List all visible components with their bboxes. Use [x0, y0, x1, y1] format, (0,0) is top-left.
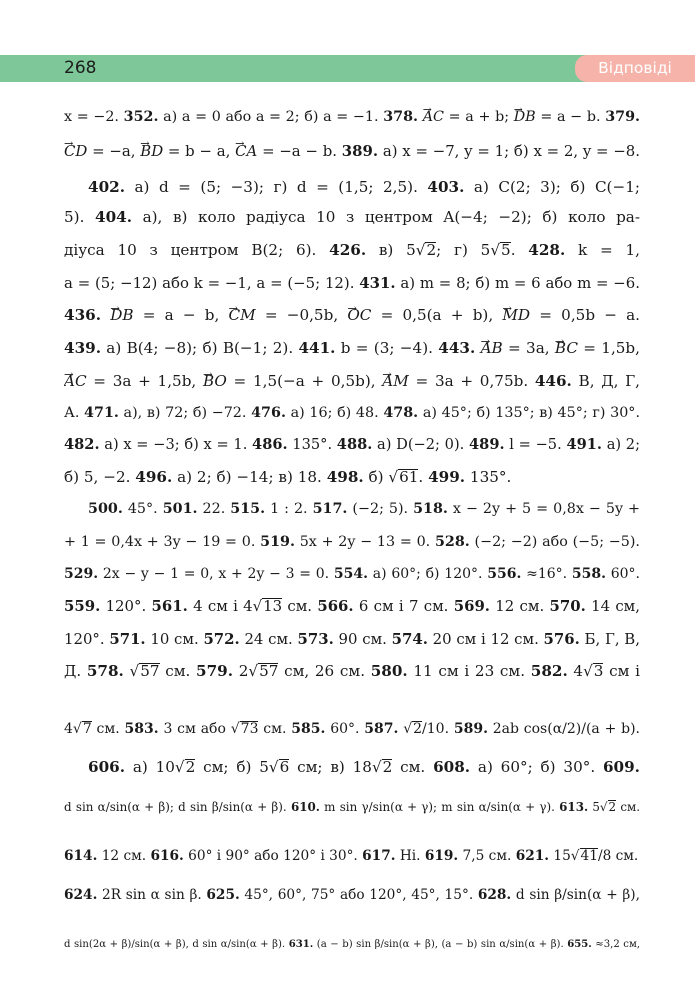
answer-text: Д. 578. √57 см. 579. 2√57 см, 26 см. 580. 11 см і 23 см. 582. 4√3 см і: [64, 662, 640, 680]
answer-text: + 1 = 0,4x + 3y − 19 = 0. 519. 5x + 2y − 13 = 0. 528. (−2; −2) або (−5; −5).: [64, 534, 640, 550]
answer-line: [64, 239, 640, 261]
answer-line: [64, 206, 640, 228]
answer-line: [64, 660, 640, 682]
answer-text: → AC = 3a + 1,5b, → BO = 1,5(−a + 0,5b), → AM = 3a + 0,75b. 446. В, Д, Г,: [64, 370, 640, 392]
answer-text: a = (5; −12) або k = −1, a = (−5; 12). 431. а) m = 8; б) m = 6 або m = −6.: [64, 274, 640, 292]
answer-text: 606. а) 10√2 см; б) 5√6 см; в) 18√2 см. 608. а) 60°; б) 30°. 609.: [88, 758, 640, 776]
section-tab: Відповіді: [575, 55, 695, 82]
answer-text: б) 5, −2. 496. а) 2; б) −14; в) 18. 498. б) √61. 499. 135°.: [64, 468, 512, 486]
answer-text: → CD = −a, → BD = b − a, → CA = −a − b. 389. а) x = −7, y = 1; б) x = 2, y = −8.: [64, 140, 640, 162]
answer-text: 120°. 571. 10 см. 572. 24 см. 573. 90 см. 574. 20 см і 12 см. 576. Б, Г, В,: [64, 630, 640, 648]
answer-line: [64, 884, 640, 906]
answer-line: [64, 140, 640, 162]
answer-text: d sin(2α + β)/sin(α + β), d sin α/sin(α + β). 631. (a − b) sin β/sin(α + β), (a − b) sin α/sin(α + β). 655. ≈3,2 см,: [64, 939, 640, 950]
answer-line: [64, 531, 640, 553]
answer-text: 436. → DB = a − b, → CM = −0,5b, → OC = 0,5(a + b), → MD = 0,5b − a.: [64, 304, 640, 326]
answer-line: [64, 718, 640, 740]
answer-line: [64, 106, 640, 128]
answer-line: [88, 756, 640, 778]
answer-line: [88, 498, 640, 520]
answer-text: 500. 45°. 501. 22. 515. 1 : 2. 517. (−2; 5). 518. x − 2y + 5 = 0,8x − 5y +: [88, 501, 640, 517]
answer-text: 482. а) x = −3; б) x = 1. 486. 135°. 488. а) D(−2; 0). 489. l = −5. 491. а) 2;: [64, 436, 640, 453]
answer-text: А. 471. а), в) 72; б) −72. 476. а) 16; б) 48. 478. а) 45°; б) 135°; в) 45°; г) 30°.: [64, 405, 640, 421]
answer-line: [64, 402, 640, 424]
answer-line: [64, 434, 640, 456]
answer-line: [64, 304, 640, 326]
answer-text: 5). 404. а), в) коло радіуса 10 з центром A(−4; −2); б) коло ра-: [64, 208, 640, 226]
answer-text: 439. а) B(4; −8); б) B(−1; 2). 441. b = (3; −4). 443. → AB = 3a, → BC = 1,5b,: [64, 337, 640, 359]
answer-text: 559. 120°. 561. 4 см і 4√13 см. 566. 6 см і 7 см. 569. 12 см. 570. 14 см,: [64, 597, 640, 615]
answer-line: [64, 628, 640, 650]
answer-line: [64, 466, 640, 488]
answer-text: 529. 2x − y − 1 = 0, x + 2y − 3 = 0. 554. а) 60°; б) 120°. 556. ≈16°. 558. 60°.: [64, 566, 640, 582]
answer-line: [64, 796, 640, 818]
answer-line: [64, 370, 640, 392]
answer-text: 624. 2R sin α sin β. 625. 45°, 60°, 75° або 120°, 45°, 15°. 628. d sin β/sin(α + β),: [64, 887, 640, 903]
answer-text: 614. 12 см. 616. 60° і 90° або 120° і 30°. 617. Ні. 619. 7,5 см. 621. 15√41/8 см.: [64, 848, 639, 864]
answer-text: d sin α/sin(α + β); d sin β/sin(α + β). 610. m sin γ/sin(α + γ); m sin α/sin(α + γ). 613. 5√2 см.: [64, 800, 640, 814]
answer-line: [88, 176, 640, 198]
answer-text: x = −2. 352. а) a = 0 або a = 2; б) a = −1. 378. → AC = a + b; → DB = a − b. 379.: [64, 106, 640, 128]
answer-text: 4√7 см. 583. 3 см або √73 см. 585. 60°. 587. √2/10. 589. 2ab cos(α/2)/(a + b).: [64, 721, 640, 737]
answer-line: [64, 272, 640, 294]
answer-line: [64, 934, 640, 956]
answer-text: діуса 10 з центром B(2; 6). 426. в) 5√2; г) 5√5. 428. k = 1,: [64, 241, 640, 259]
answer-line: [64, 337, 640, 359]
page-number: 268: [64, 58, 97, 78]
answer-line: [64, 845, 640, 867]
answer-line: [64, 563, 640, 585]
answer-line: [64, 595, 640, 617]
answer-text: 402. а) d = (5; −3); г) d = (1,5; 2,5). 403. а) C(2; 3); б) C(−1;: [88, 178, 640, 196]
